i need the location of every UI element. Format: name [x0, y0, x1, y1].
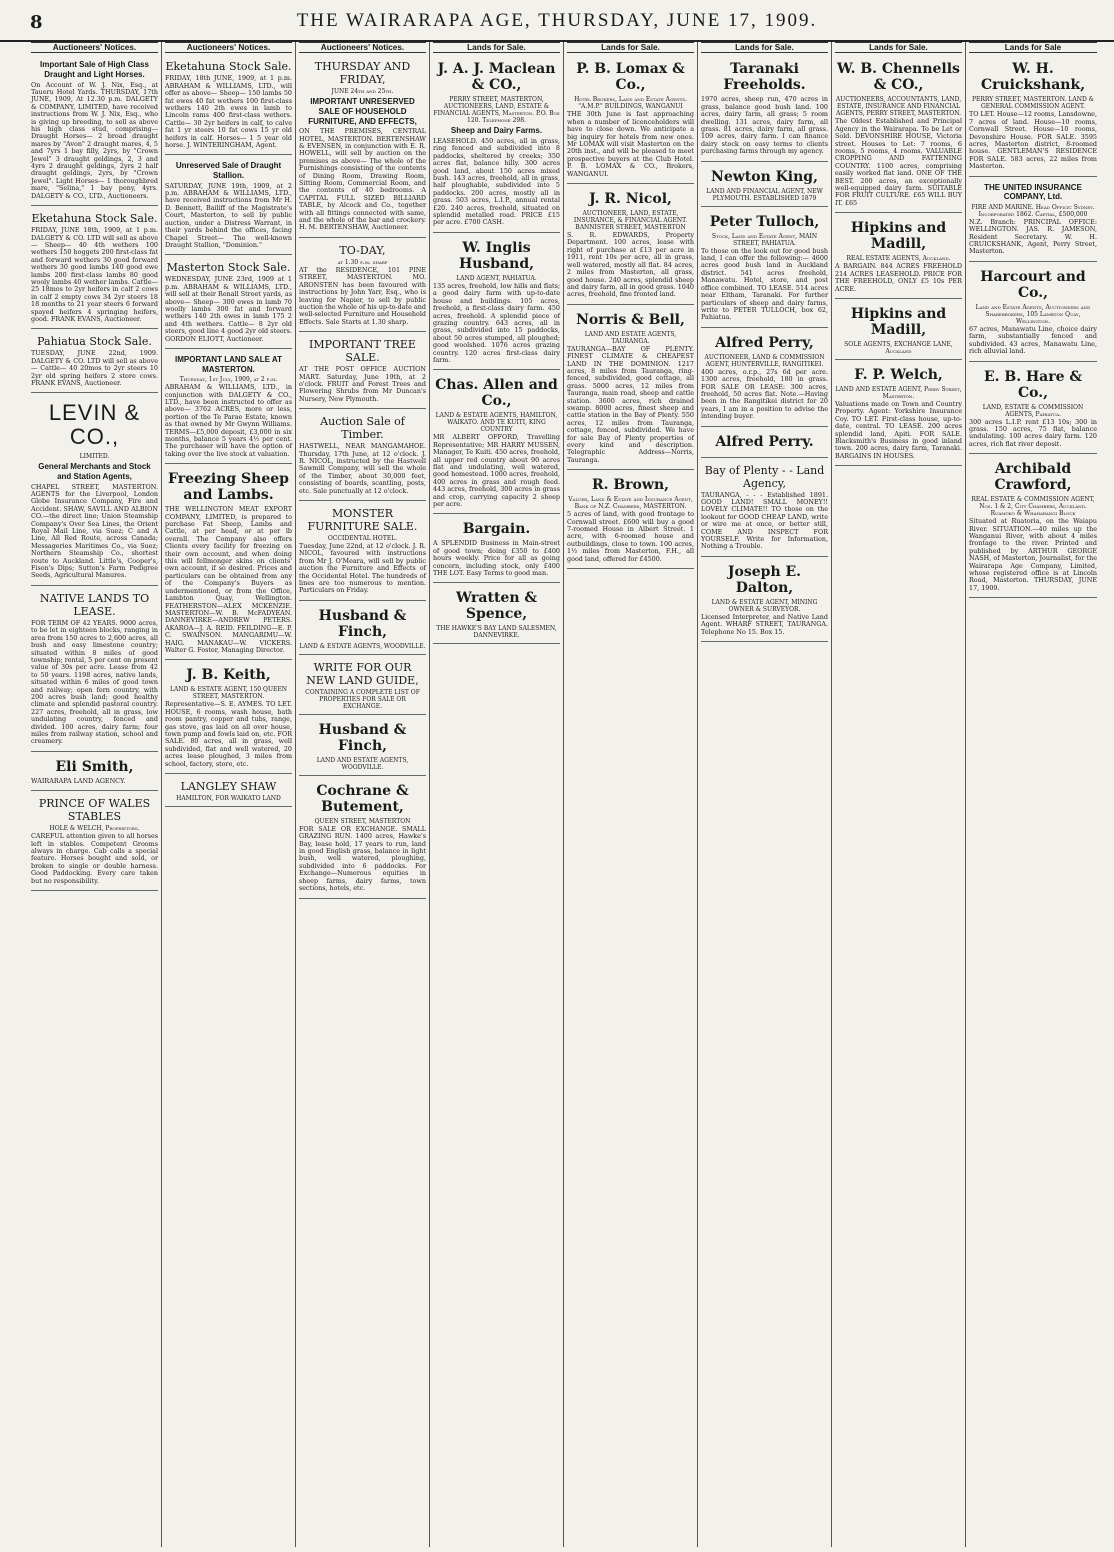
advertisement: [31, 395, 158, 585]
column-header: Auctioneers' Notices.: [31, 42, 158, 53]
advertisement-subheading: LAND & ESTATE AGENTS, HAMILTON, WAIKATO. AND TE KUITI, KING COUNTRY: [435, 412, 558, 434]
advertisement-columns: [28, 42, 1110, 1547]
advertisement: [299, 717, 426, 776]
advertisement-heading: Hipkins and Madill,: [850, 220, 947, 253]
advertisement: [299, 56, 426, 237]
column-header: Lands for Sale.: [567, 42, 694, 53]
advertisement-subheading: LAND & ESTATE AGENT, MINING OWNER & SURVEYOR.: [711, 598, 818, 613]
advertisement-heading: W. Inglis Husband,: [459, 239, 534, 272]
column-3: [296, 42, 430, 1547]
advertisement-heading: THE UNITED INSURANCE COMPANY, Ltd.: [984, 182, 1082, 202]
column-4: [430, 42, 564, 1547]
advertisement: [299, 240, 426, 332]
advertisement-body: To those on the look out for good bush land, I can offer the following:— 4600 acres good bush land in Auckland district. 541 acres freehold, Manawatu. Hotel, store, and post office combined. TO LEASE. 514 acres near Eltham, Taranaki. For further particulars of sheep and dairy farms, write to PETER TULLOCH, box 62, Pahiatua.: [701, 246, 828, 322]
advertisement: [969, 456, 1097, 598]
advertisement: [31, 793, 158, 891]
advertisement-subheading: LAND AND ESTATE AGENT, Perry Street, Masterton.: [835, 385, 962, 400]
advertisement-heading: Masterton Stock Sale.: [166, 261, 291, 275]
advertisement-subheading: PERRY STREET, MASTERTON, AUCTIONEERS, LAND, ESTATE & FINANCIAL AGENTS, Masterton. P.O. Box 120. Telephone 298.: [433, 96, 560, 125]
advertisement-heading: Taranaki Freeholds.: [723, 61, 806, 94]
advertisement: [31, 208, 158, 329]
newspaper-title: THE WAIRARAPA AGE, THURSDAY, JUNE 17, 1909.: [296, 10, 818, 31]
advertisement-subheading: AUCTIONEERS, ACCOUNTANTS, LAND, ESTATE, INSURANCE AND FINANCIAL AGENTS, PERRY STREET, MASTERTON.: [835, 96, 962, 118]
advertisement-heading: Alfred Perry,: [715, 334, 814, 351]
advertisement-body: AT the RESIDENCE, 101 PINE STREET, MASTERTON. MO. ARONSTEN has been favoured with instructions by John Yarr, Esq., who is leaving for Napier, to sell by public auction the whole of his up-to-date and well-selected Furniture and Household Effects. Sale Starts at 1.30 sharp.: [299, 265, 426, 326]
column-6: [698, 42, 832, 1547]
advertisement: [299, 503, 426, 601]
column-header: Auctioneers' Notices.: [165, 42, 292, 53]
advertisement-heading: Wratten & Spence,: [455, 590, 538, 623]
advertisement: [969, 264, 1097, 362]
advertisement-heading: P. B. Lomax & Co.,: [576, 61, 685, 94]
advertisement: [433, 235, 560, 370]
advertisement-heading: Alfred Perry.: [715, 433, 814, 450]
advertisement-subheading: THE HAWKE'S BAY LAND SALESMEN, DANNEVIRKE.: [436, 625, 557, 640]
column-header: Lands for Sale: [969, 42, 1097, 53]
advertisement-body: 135 acres, freehold, low hills and flats; a good dairy farm with up-to-date house and buildings. 105 acres, freehold, a first-class dairy farm. 450 acres, freehold. A splendid piece of grazing country. 643 acres, all in grass, subdivided into 15 paddocks, about 50 acres stumped, all ploughed; good woolshed. 1076 acres grazing country. 120 acres first-class dairy farm.: [433, 281, 560, 364]
column-header: Lands for Sale.: [835, 42, 962, 53]
advertisement-body: A SPLENDID Business in Main-street of good town; doing £350 to £400 hours weekly. Price for all as going concern, including stock, only £400 THE LOT. Easy Terms to good man.: [433, 539, 560, 578]
advertisement: [165, 56, 292, 155]
advertisement-subheading: JUNE 24th and 25th.: [331, 88, 394, 96]
advertisement-heading: IMPORTANT TREE SALE.: [309, 338, 416, 365]
column-8: [966, 42, 1100, 1547]
advertisement-heading-secondary: General Merchants and Stock and Station Agents,: [38, 462, 151, 481]
advertisement: [31, 56, 158, 206]
advertisement-body: TO LET. House—12 rooms, Lansdowne, 7 acres of land. House—10 rooms, Cornwall Street. House—10 rooms, Devonshire House. FOR SALE. 3595 acres, Masterton district, 8-roomed house. GENTLEMAN'S RESIDENCE FOR SALE. 583 acres, 22 miles from Masterton.: [969, 110, 1097, 171]
advertisement: [835, 56, 962, 213]
advertisement: [701, 164, 828, 207]
advertisement-subheading: LAND AND ESTATE AGENTS, WOODVILLE.: [316, 756, 409, 771]
advertisement-subheading: Thursday, 1st July, 1909, at 2 p.m.: [179, 376, 278, 384]
advertisement-subheading: LIMITED.: [79, 453, 110, 461]
advertisement-heading: J. R. Nicol,: [589, 191, 672, 208]
advertisement: [299, 603, 426, 655]
column-header: Auctioneers' Notices.: [299, 42, 426, 53]
advertisement-subheading: FIRE AND MARINE. Head Office: Sydney. Incorporated 1862. Capital, £500,000: [971, 203, 1095, 218]
advertisement-heading: Norris & Bell,: [576, 311, 685, 328]
advertisement: [433, 516, 560, 583]
advertisement-body: MR ALBERT OFFORD, Travelling Representative; MR HARRY MUSSEN, Manager, Te Kuiti. 450 acres, freehold, all upper red country about 90 acres flat and undulating, well watered, good homestead. 1000 acres, freehold, 400 acres in grass and rough feed. 443 acres, freehold, 300 acres in grass and crop, carrying capacity 2 sheep per acre.: [433, 433, 560, 508]
advertisement-heading: F. P. Welch,: [854, 366, 943, 383]
advertisement-subheading: SOLE AGENTS, EXCHANGE LANE, Auckland: [844, 340, 953, 355]
advertisement-heading: J. A. J. Maclean & CO.,: [437, 61, 556, 94]
advertisement: [299, 334, 426, 409]
advertisement-heading: Auction Sale of Timber.: [320, 415, 405, 442]
advertisement: [165, 351, 292, 464]
advertisement-heading: Joseph E. Dalton,: [727, 563, 802, 596]
advertisement-body: FOR SALE OR EXCHANGE. SMALL GRAZING RUN. 1400 acres, Hawke's Bay, lease hold, 17 years to run, land in good English grass, balance in light bush, well watered, ploughing, subdivided into 6 paddocks. For Exchange—Numerous equities in sheep farms, dairy farms, town sections, hotels, etc.: [299, 824, 426, 893]
advertisement-heading: Peter Tulloch,: [709, 213, 820, 230]
advertisement: [701, 330, 828, 427]
advertisement-body: FRIDAY, 18th JUNE, 1909, at 1 p.m. ABRAHAM & WILLIAMS, LTD., will offer as above— Sheep— 150 lambs 50 fat ewes 40 fat wethers 100 first-class wethers 140 2th ewes in lamb to Lincoln rams 400 first-class wethers. Cattle— 30 2yr heifers in calf, to calve fat 1 yr steers 10 fat cows 15 yr old heifers in calf. Horses— 1 5 year old horse. J. WINTERINGHAM, Agent.: [165, 74, 292, 150]
advertisement-heading: Bay of Plenty - - Land Agency,: [704, 463, 825, 490]
advertisement-heading: Harcourt and Co.,: [980, 268, 1086, 301]
advertisement-body: THE WELLINGTON MEAT EXPORT COMPANY, LIMITED, is prepared to purchase Fat Sheep, Lambs and Cattle, at per head, or at per lb overall. The Company also offers Clients every facility for freezing on their own account, and when doing this will fellmonger skins on clients' own account, if so desired. Prices and particulars can be obtained from any of the Company's Buyers as undermentioned, or from the Office, Lambton Quay, Wellington. FEATHERSTON—ALEX MCKENZIE. MASTERTON—W. B. McFADYEAN. DANNEVIRKE—ANDREW PETERS. AKAROA—J. A. REID. FEILDING—E. P. C. SWAINSON. MANGARIMU—W. HAIG. MANAKAU—W. VICKERS. Walter G. Foster, Managing Director.: [165, 505, 292, 654]
advertisement-subheading: HAMILTON, FOR WAIKATO LAND: [176, 795, 281, 802]
advertisement-subheading: REAL ESTATE & COMMISSION AGENT, Nos. 1 & 2, City Chambers, Auckland. Ruamoko & Whaharangi Block: [971, 496, 1095, 518]
masthead: [0, 0, 1114, 42]
advertisement-subheading: HOLE & WELCH, Proprietors.: [49, 825, 140, 833]
advertisement: [567, 56, 694, 184]
advertisement-subheading: LAND & ESTATE AGENTS, WOODVILLE.: [299, 642, 426, 650]
advertisement: [835, 301, 962, 360]
advertisement-body: On Account of W. J. Nix, Esq., at Taueru Hotel Yards. THURSDAY, 17th JUNE, 1909, At 12.30 p.m. DALGETY & COMPANY, LIMITED, have received instructions from W. J. Nix, Esq., who is giving up breeding, to sell as above his high class stud, comprising— Draught Horses— 2 broad draught mares by "Avon" 2 draught mares, 4, 5 and 7yrs 1 bay filly, 2yrs, by "Crown Jewel" 3 draught geldings, 2, 3 and 4yrs 2 draught geldings, 2yrs 2 half draught geldings, 2yrs, by "Crown Jewel". Light Horses— 1 thoroughbred mare, "Selina," 1 bay pony, 4yrs. DALGETY & CO., LTD., Auctioneers.: [31, 80, 158, 200]
advertisement: [433, 585, 560, 644]
advertisement: [299, 411, 426, 501]
advertisement-heading-secondary: Sheep and Dairy Farms.: [450, 126, 543, 136]
advertisement: [567, 472, 694, 569]
advertisement-heading: Newton King,: [711, 168, 818, 185]
advertisement-body: ABRAHAM & WILLIAMS, LTD., in conjunction with DALGETY & CO., LTD., have been instructed to offer as above— 3762 ACRES, more or less, portion of the Te Parae Estate, known as that owned by Mr Gwynn Williams. TERMS—£5,000 deposit, £3,000 in six months, balance 5 years 4½ per cent. The purchaser will have the option of taking over the live stock at valuation.: [165, 383, 292, 458]
advertisement: [165, 776, 292, 807]
column-header: Lands for Sale.: [701, 42, 828, 53]
advertisement-body: 400 acres, o.r.p., 27s 6d per acre. 1300 acres, freehold, 180 in grass. FOR SALE OR LEASE: 300 acres, freehold, 50 acres flat. Note.—Having been in the Rangitikei district for 20 years, I am in a position to advise the intending buyer.: [701, 367, 828, 421]
advertisement-body: Licensed Interpreter, and Native Land Agent. WHARF STREET, TAURANGA. Telephone No 15. Box 15.: [701, 612, 828, 636]
advertisement: [835, 362, 962, 466]
advertisement-subheading: LAND, ESTATE & COMMISSION AGENTS, Pahiatua.: [982, 403, 1084, 418]
column-header: Lands for Sale.: [433, 42, 560, 53]
advertisement-heading: THURSDAY AND FRIDAY,: [314, 60, 411, 87]
advertisement-heading: PRINCE OF WALES STABLES: [38, 797, 151, 824]
advertisement: [31, 331, 158, 393]
advertisement-subheading: Hotel Brokers, Land and Estate Agents. "A.M.P." BUILDINGS, WANGANUI: [574, 96, 687, 111]
advertisement-body: FRIDAY, JUNE 18th, 1909, at 1 p.m. DALGETY & CO. LTD will sell as above— Sheep— 40 4th wethers 100 wethers 150 hoggets 200 first-class fat and forward wethers 30 good forward wethers 30 good lambs 140 good ewe lambs 200 first-class lambs 80 good wooly lambs 40 wether lambs. Cattle— 25 18mos to 2yr heifers in calf 2 cows in calf 2 empty cows 34 2yr steers 18 18 months to 21 year steers 6 forward spayed heifers 4 springing heifers, good. FRANK EVANS, Auctioneer.: [31, 226, 158, 323]
advertisement-subheading: REAL ESTATE AGENTS, Auckland.: [846, 255, 951, 263]
advertisement-heading: Important Sale of High Class Draught and Light Horses.: [40, 60, 149, 79]
advertisement: [433, 372, 560, 514]
advertisement: [969, 179, 1097, 262]
advertisement: [567, 307, 694, 471]
advertisement-body: ON THE PREMISES, CENTRAL HOTEL, MASTERTON. BERTENSHAW & EVENSEN, in conjunction with E. R. HOWELL, will sell by auction on the premises as above— The whole of the Furnishings consisting of the contents of Dining Room, Drawing Room, Sitting Room, Commercial Room, and the contents of 40 bedrooms. A CAPITAL FULL SIZED BILLIARD TABLE, by Alcock and Co., together with all fittings connected with same, and the whole of the bar and crockery. H. M. BERTENSHAW, Auctioneer.: [299, 127, 426, 232]
advertisement-body: A BARGAIN. 844 ACRES FREEHOLD 214 ACRES LEASEHOLD. PRICE FOR THE FREEHOLD, ONLY £5 10s PER ACRE.: [835, 262, 962, 293]
advertisement-body: The Oldest Established and Principal Agency in the Wairarapa. To be Let or Sold. DEVONSHIRE HOUSE, Victoria street. Houses to Let: 7 rooms, 6 rooms, 5 rooms, 4 rooms. VALUABLE CROPPING AND FATTENING COUNTRY. 1100 acres, comprising easily worked flat land. ONE OF THE BEST. 200 acres, an exceptionally well-equipped dairy farm. SUITABLE FOR FRUIT CULTURE. £65 WILL BUY IT. £65: [835, 117, 962, 207]
advertisement-heading: LANGLEY SHAW: [180, 780, 277, 793]
advertisement-body: TAURANGA—BAY OF PLENTY. FINEST CLIMATE & CHEAPEST LAND IN THE DOMINION. 1217 acres, 8 miles from Tauranga, ring-fenced, subdivided, good cottage, all grass. 5000 acres, 12 miles from Tauranga, main road, sheep and cattle station. 3600 acres, rich drained swamp. 8000 acres, finest sheep and cattle station in the Bay of Plenty. 550 acres, 12 miles from Tauranga, cottage, fenced, subdivided. We have for sale Bay of Plenty properties of every kind and description. Telegraphic Address—Norris, Tauranga.: [567, 344, 694, 464]
advertisement-subheading: AUCTIONEER, LAND, ESTATE, INSURANCE, & FINANCIAL AGENT. BANNISTER STREET, MASTERTON: [573, 210, 688, 232]
advertisement-subheading: LAND AGENT, PAHIATUA.: [456, 274, 537, 282]
advertisement-heading: Hipkins and Madill,: [850, 305, 947, 338]
advertisement-subheading: AUCTIONEER, LAND & COMMISSION AGENT, HUNTERVILLE, RANGITIKEI.: [704, 353, 825, 368]
column-1: [28, 42, 162, 1547]
advertisement-heading: Unreserved Sale of Draught Stallion.: [175, 161, 282, 181]
advertisement-body: CAREFUL attention given to all horses left in stables. Competent Grooms always in charge. Cab calls a special feature. Horses bought and sold, or broken to single or double harness. Good Paddocking. Every care taken but no responsibility.: [31, 832, 158, 885]
advertisement: [165, 257, 292, 349]
column-7: [832, 42, 966, 1547]
advertisement-body: CHAPEL STREET, MASTERTON. AGENTS for the Liverpool, London Globe Insurance Company, Fire and Accident. SHAW, SAVILL AND ALBION CO.—the direct line; Union Steamship Company's Over Sea Lines, the Orient Royal Mail Line, via Suez; C and A Line, All Red Route, across Canada; Messageries Maritimes Co., via Suez; Northern Steamship Co., shortest route to Auckland. Little's, Cooper's, Fison's Dips; Sutton's Farm Pedigree Seeds, Agricultural Manures.: [31, 482, 158, 580]
advertisement-subheading: LAND & ESTATE AGENT, 150 QUEEN STREET, MASTERTON.: [169, 686, 288, 701]
advertisement-subheading: LAND AND FINANCIAL AGENT, NEW PLYMOUTH. ESTABLISHED 1879: [706, 187, 823, 202]
advertisement-body: 300 acres L.I.P. rent £13 10s; 300 in grass. 150 acres, 75 flat, balance undulating. 100 acres dairy farm. 120 acres, rich flat river deposit.: [969, 417, 1097, 448]
advertisement-body: N.Z. Branch: PRINCIPAL OFFICE: WELLINGTON. JAS. R. JAMESON, Resident Secretary. W. H. CRUICKSHANK, Agent, Perry Street, Masterton.: [969, 217, 1097, 256]
advertisement-heading: NATIVE LANDS TO LEASE.: [39, 591, 150, 618]
advertisement-heading: Cochrane & Butement,: [316, 782, 409, 815]
advertisement: [165, 157, 292, 255]
advertisement-heading: W. H. Cruickshank,: [980, 61, 1086, 94]
advertisement-heading: Chas. Allen and Co.,: [435, 377, 558, 410]
advertisement: [567, 186, 694, 305]
column-2: [162, 42, 296, 1547]
advertisement: [299, 657, 426, 715]
advertisement-subheading: QUEEN STREET, MASTERTON: [314, 817, 411, 825]
advertisement-body: HASTWELL, NEAR MANGAMAHOE. Thursday, 17th June, at 12 o'clock. J. R. NICOL, instructed by the Hastwell Sawmill Company, will sell the whole of the Timber, about 30,000 feet, consisting of boards, scantling, posts, etc. Sale punctually at 12 o'clock.: [299, 442, 426, 495]
advertisement-heading: MONSTER FURNITURE SALE.: [307, 507, 418, 533]
advertisement: [31, 754, 158, 791]
advertisement-body: WAIRARAPA LAND AGENCY.: [31, 776, 126, 785]
advertisement-body: WEDNESDAY, JUNE 23rd, 1909 at 1 p.m. ABRAHAM & WILLIAMS, LTD., will sell at their Renall Street yards, as above— Sheep— 300 ewes in lamb 70 woolly lambs 300 fat and forward wethers 140 2th ewes in lamb 175 2 and 4th wethers. Cattle— 8 2yr old steers, good line 4 good 2yr old steers. GORDON ELIOTT, Auctioneer.: [165, 275, 292, 343]
advertisement-body: Tuesday, June 22nd, at 12 o'clock. J. R. NICOL, favoured with instructions from Mr J. O'Meara, will sell by public auction the Furniture and Effects of the Occidental Hotel. The hundreds of lines are too numerous to mention. Particulars on Friday.: [299, 542, 426, 595]
advertisement-subheading: CONTAINING A COMPLETE LIST OF PROPERTIES FOR SALE OR EXCHANGE.: [305, 688, 420, 710]
advertisement-body: Valuations made on Town and Country Property. Agent: Yorkshire Insurance Coy. TO LET. First-class house, up-to-date, central. TO LEASE. 200 acres splendid land, Apiti. FOR SALE. Blacksmith's Business in good inland town. 200 acres, dairy farm, Taranaki. BARGAINS IN HOUSES.: [835, 399, 962, 460]
advertisement-body: Representative—S. E. AYMES. TO LET. HOUSE, 6 rooms, wash house, bath room pantry, copper and tubs, range, gas stove, gas laid on all over house, town pump and fowls laid on, etc. FOR SALE. 80 acres, all in grass, well subdivided, flat and well watered, 20 acres lease ploughed, 3 miles from school, factory, store, etc.: [165, 700, 292, 768]
advertisement: [969, 364, 1097, 455]
advertisement-body: AT THE POST OFFICE AUCTION MART. Saturday, June 19th, at 2 o'clock. FRUIT and Forest Trees and Flowering Shrubs from Mr Duncan's Nursery, New Plymouth.: [299, 365, 426, 403]
advertisement: [835, 215, 962, 299]
advertisement: [165, 466, 292, 660]
advertisement-heading: Bargain.: [462, 521, 531, 538]
advertisement-body: LEASEHOLD. 450 acres, all in grass, ring fenced and subdivided into 8 paddocks, sheltered by creeks; 350 acres flat, balance hilly. 300 acres good land, about 150 acres mixed bush. 143 acres, freehold, all in grass, half ploughable, subdivided into 5 paddocks. 200 acres, mostly all in grass. 503 acres, L.I.P., annual rental £20. 240 acres, freehold, situated on splendid metalled road. PRICE £15 per acre. £700 CASH.: [433, 137, 560, 227]
advertisement-heading: IMPORTANT LAND SALE AT MASTERTON.: [175, 354, 282, 374]
advertisement-subheading: OCCIDENTAL HOTEL.: [327, 535, 398, 542]
advertisement: [701, 209, 828, 328]
advertisement-heading: Husband & Finch,: [318, 721, 407, 754]
advertisement-body: TAURANGA, - - - Established 1891. GOOD LAND! SMALL MONEY!! LOVELY CLIMATE!! TO those on the lookout for GOOD CHEAP LAND, write or wire me at once, or better still, COME AND INSPECT FOR YOURSELF. Write for Information, Nothing a Trouble.: [701, 490, 828, 551]
advertisement-heading: LEVIN & CO.,: [48, 400, 141, 450]
advertisement-heading-secondary: IMPORTANT UNRESERVED SALE OF HOUSEHOLD FURNITURE, AND EFFECTS,: [308, 97, 417, 126]
column-5: [564, 42, 698, 1547]
advertisement: [701, 429, 828, 458]
advertisement-body: 5 acres of land, with good frontage to Cornwall street. £600 will buy a good 7-roomed House in Albert Street. 1 acre, with 6-roomed house and outbuildings, close to town. 100 acres, 1½ miles from Masterton, F.H., all good land, offered for £4500.: [567, 510, 694, 563]
advertisement-body: S. R. EDWARDS, Property Department. 100 acres, lease with right of purchase at £13 per acre in 1911, rent 10s per acre, all in grass, well watered, mostly all flat. 84 acres, 2 miles from Masterton, all grass, good house. 240 acres, splendid sheep and dairy farm, all in good grass. 1040 acres, freehold, fine fronted land.: [567, 231, 694, 299]
advertisement-body: 1970 acres, sheep run, 470 acres in grass, balance good bush land. 100 acres, dairy farm, all grass; 5 room dwelling. 131 acres, dairy farm, all grass. 81 acres, dairy farm, all grass. 109 acres, dairy farm. I can finance dairy stock on easy terms to clients purchasing farms through my agency.: [701, 95, 828, 156]
advertisement: [701, 460, 828, 557]
advertisement-subheading: Stock, Land and Estate Agent, MAIN STREET, PAHIATUA.: [711, 232, 818, 247]
advertisement-heading: W. B. Chennells & CO.,: [837, 61, 960, 94]
advertisement-subheading: at 1.30 p.m. sharp: [337, 258, 388, 266]
advertisement-heading: Freezing Sheep and Lambs.: [168, 471, 289, 504]
advertisement: [31, 588, 158, 752]
advertisement-subheading: Land and Estate Agents, Auctioneers and Sharebrokers, 105 Lambton Quay, Wellington.: [975, 303, 1091, 325]
advertisement-body: FOR TERM OF 42 YEARS. 9000 acres, to be let in eighteen blocks, ranging in area from 150 acres to 2,600 acres, all bush and easy limestone country; situated within 8 miles of good township; rental, 5 per cent on present value of 30s per acre. Lease from 42 to 50 years. 1198 acres, native lands, situated within 6 miles of good town and railway; open fern country, with 200 acres bush land; good healthy climate and splendid pastoral country. 227 acres, freehold, all in grass, low undulating country, fenced and divided. 100 acres, dairy farm; four miles from railway station, school and creamery.: [31, 618, 158, 746]
advertisement-heading: Eketahuna Stock Sale.: [31, 212, 158, 226]
advertisement-heading: Husband & Finch,: [318, 607, 407, 640]
advertisement-heading: Pahiatua Stock Sale.: [37, 335, 152, 349]
advertisement-body: 67 acres, Manawatu Line, choice dairy farm, substantially fenced and subdivided. 43 acres, Manawatu Line, rich alluvial land.: [969, 324, 1097, 356]
advertisement-body: Situated at Ruatoria, on the Waiapu River. SITUATION.—40 miles up the Wanganui River, with about 4 miles frontage to the river. Printed and published by ARTHUR GEORGE NASH, of Masterton, Journalist, for the Wairarapa Age Company, Limited, whose registered office is at Lincoln Road, Masterton. THURSDAY, JUNE 17, 1909.: [969, 517, 1097, 592]
advertisement-heading: R. Brown,: [591, 477, 670, 494]
advertisement: [969, 56, 1097, 176]
advertisement-body: TUESDAY, JUNE 22nd, 1909. DALGETY & CO. LTD will sell as above— Cattle— 40 20mos to 2yr steers 10 2yr old spring heifers 2 store cows. FRANK EVANS, Auctioneer.: [31, 349, 158, 387]
advertisement-heading: WRITE FOR OUR NEW LAND GUIDE,: [306, 660, 419, 687]
advertisement-heading: Archibald Crawford,: [994, 461, 1072, 494]
advertisement-subheading: PERRY STREET, MASTERTON. LAND & GENERAL COMMISSION AGENT.: [971, 96, 1095, 111]
advertisement: [701, 559, 828, 642]
advertisement: [165, 662, 292, 774]
advertisement: [299, 778, 426, 899]
advertisement-heading: Eli Smith,: [55, 758, 134, 775]
advertisement-subheading: Valuer, Land & Estate and Insurance Agent, Bank of N.Z. Chambers, MASTERTON.: [568, 496, 693, 511]
advertisement-body: THE 30th June is fast approaching when a number of licenceholders will have to close down. We anticipate a big inquiry for hotels from new ones. Mr LOMAX will visit Masterton on the 20th inst., and will be pleased to meet prospective buyers at the Club Hotel. P. B. LOMAX & CO., Brokers, WANGANUI.: [567, 110, 694, 178]
advertisement: [433, 56, 560, 232]
advertisement-heading: TO-DAY,: [339, 243, 386, 257]
advertisement: [701, 56, 828, 161]
page-number: 8: [30, 12, 43, 33]
advertisement-body: SATURDAY, JUNE 19th, 1909, at 2 p.m. ABRAHAM & WILLIAMS, LTD., have received instructions from Mr H. D. Bennett, Bailiff of the Magistrate's Court, Masterton, to sell by public auction, under a Distress Warrant, in their yards behind the offices, facing Chapel Street— The well-known Draught Stallion, "Dominion.": [165, 181, 292, 249]
advertisement-heading: Eketahuna Stock Sale.: [165, 60, 292, 74]
advertisement-heading: J. B. Keith,: [186, 667, 271, 684]
advertisement-subheading: LAND AND ESTATE AGENTS, TAURANGA.: [584, 330, 677, 345]
advertisement-heading: E. B. Hare & Co.,: [983, 368, 1083, 401]
